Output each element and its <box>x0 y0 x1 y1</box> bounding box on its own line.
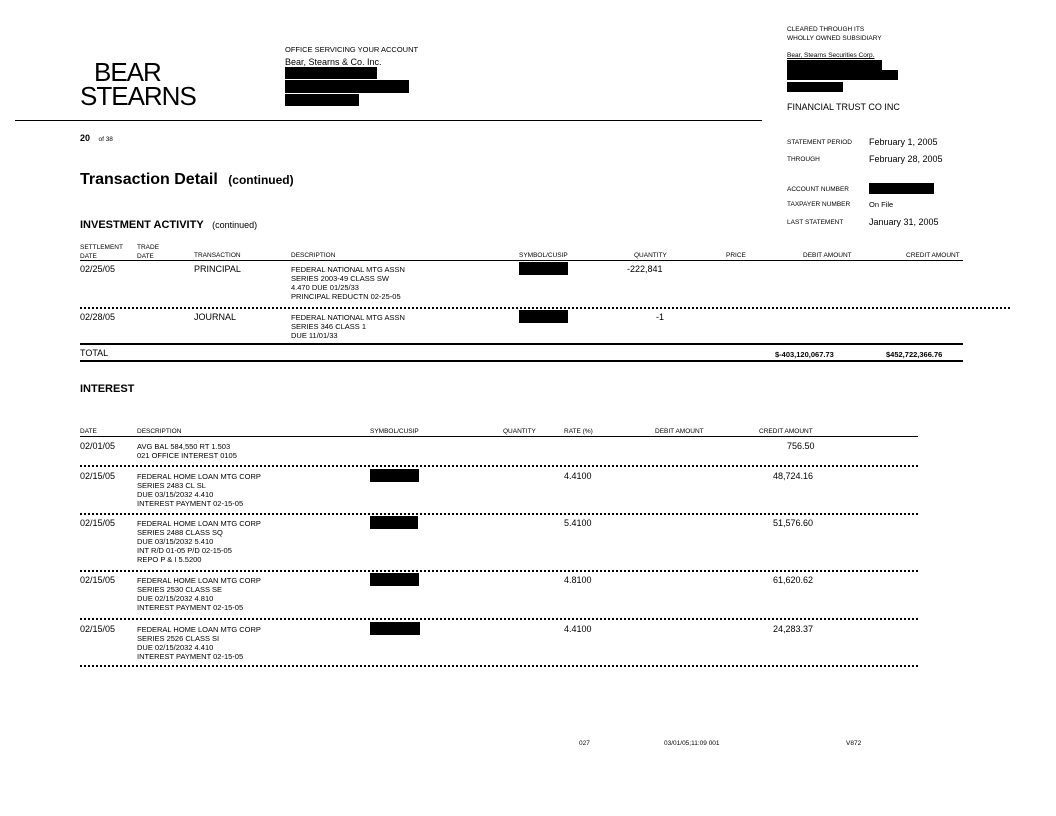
footer-code-2: V872 <box>846 740 862 747</box>
total-credit: $452,722,366.76 <box>886 350 943 359</box>
row-date: 02/15/05 <box>80 471 116 481</box>
desc-line: INT R/D 01-05 P/D 02-15-05 <box>137 546 232 555</box>
page-title-continued: (continued) <box>228 173 294 187</box>
desc-line: FEDERAL HOME LOAN MTG CORP <box>137 472 261 481</box>
desc-line: SERIES 2483 CL SL <box>137 481 206 490</box>
row-date: 02/15/05 <box>80 518 116 528</box>
desc-line: FEDERAL HOME LOAN MTG CORP <box>137 625 261 634</box>
desc-line: REPO P & I 5.5200 <box>137 555 202 564</box>
redacted-address-2 <box>285 80 409 93</box>
row-date: 02/25/05 <box>80 264 116 274</box>
through-value: February 28, 2005 <box>869 154 943 164</box>
desc-line: FEDERAL NATIONAL MTG ASSN <box>291 313 405 322</box>
desc-line: FEDERAL HOME LOAN MTG CORP <box>137 576 261 585</box>
footer-timestamp: 03/01/05;11:09 001 <box>664 740 720 747</box>
redacted-cusip <box>370 469 419 482</box>
desc-line: SERIES 2530 CLASS SE <box>137 585 223 594</box>
col-credit: CREDIT AMOUNT <box>906 252 960 259</box>
last-statement-value: January 31, 2005 <box>869 217 939 227</box>
row-separator <box>80 513 918 515</box>
desc-line: PRINCIPAL REDUCTN 02-25-05 <box>291 292 401 301</box>
row-separator <box>80 570 918 572</box>
row-description <box>137 442 237 460</box>
redacted-cleared-2 <box>787 70 898 80</box>
int-col-description: DESCRIPTION <box>137 428 182 435</box>
interest-heading: INTEREST <box>80 383 135 395</box>
desc-line: 021 OFFICE INTEREST 0105 <box>137 451 237 460</box>
desc-line: FEDERAL HOME LOAN MTG CORP <box>137 519 261 528</box>
trade-header-2: DATE <box>137 253 154 260</box>
investment-heading-text: INVESTMENT ACTIVITY <box>80 219 204 231</box>
desc-line: INTEREST PAYMENT 02-15-05 <box>137 652 244 661</box>
investment-header-rule <box>80 260 963 261</box>
row-credit: 48,724.16 <box>773 471 814 481</box>
redacted-cusip <box>370 573 419 586</box>
desc-line: INTEREST PAYMENT 02-15-05 <box>137 499 244 508</box>
last-statement-label: LAST STATEMENT <box>787 219 844 226</box>
row-transaction: JOURNAL <box>194 312 237 322</box>
cleared-line-2: WHOLLY OWNED SUBSIDIARY <box>787 35 882 42</box>
desc-line: DUE 02/15/2032 4.410 <box>137 643 214 652</box>
row-credit: 24,283.37 <box>773 624 814 634</box>
col-trade-date <box>137 243 159 261</box>
row-date: 02/15/05 <box>80 624 116 634</box>
cleared-line-1: CLEARED THROUGH ITS <box>787 26 865 33</box>
row-description <box>137 472 261 508</box>
redacted-cusip <box>519 262 568 275</box>
office-name: Bear, Stearns & Co. Inc. <box>285 57 382 67</box>
redacted-cusip <box>519 310 568 323</box>
page-title-main: Transaction Detail <box>80 171 218 188</box>
col-transaction: TRANSACTION <box>194 252 241 259</box>
redacted-address-3 <box>285 94 359 106</box>
desc-line: SERIES 2003-49 CLASS SW <box>291 274 389 283</box>
desc-line: DUE 03/15/2032 4.410 <box>137 490 214 499</box>
redacted-cusip <box>370 622 420 635</box>
office-label: OFFICE SERVICING YOUR ACCOUNT <box>285 45 419 54</box>
page-indicator <box>80 128 113 146</box>
taxpayer-value: On File <box>869 200 894 209</box>
int-col-quantity: QUANTITY <box>503 428 536 435</box>
col-symbol: SYMBOL/CUSIP <box>519 252 568 259</box>
row-rate: 5.4100 <box>564 518 592 528</box>
row-credit: 51,576.60 <box>773 518 814 528</box>
row-credit: 61,620.62 <box>773 575 814 585</box>
total-debit: $-403,120,067.73 <box>775 350 834 359</box>
redacted-cusip <box>370 516 418 529</box>
row-description <box>291 313 405 340</box>
row-credit: 756.50 <box>787 441 815 451</box>
page-title <box>80 171 294 189</box>
redacted-address-1 <box>285 67 377 79</box>
row-rate: 4.8100 <box>564 575 592 585</box>
settlement-header-2: DATE <box>80 253 97 260</box>
desc-line: INTEREST PAYMENT 02-15-05 <box>137 603 244 612</box>
statement-period-value: February 1, 2005 <box>869 137 938 147</box>
account-number-label: ACCOUNT NUMBER <box>787 186 849 193</box>
row-description <box>137 625 261 661</box>
row-date: 02/28/05 <box>80 312 116 322</box>
investment-heading-cont: (continued) <box>212 220 258 230</box>
cleared-name: Bear, Stearns Securities Corp. <box>787 52 875 59</box>
logo-line-2: STEARNS <box>80 81 196 111</box>
bear-stearns-logo <box>80 57 196 111</box>
col-quantity: QUANTITY <box>634 252 667 259</box>
desc-line: FEDERAL NATIONAL MTG ASSN <box>291 265 405 274</box>
settlement-header-1: SETTLEMENT <box>80 244 123 251</box>
investment-heading <box>80 215 257 233</box>
desc-line: SERIES 2488 CLASS SQ <box>137 528 223 537</box>
int-col-date: DATE <box>80 428 97 435</box>
desc-line: SERIES 2526 CLASS SI <box>137 634 220 643</box>
trade-header-1: TRADE <box>137 244 160 251</box>
row-rate: 4.4100 <box>564 624 592 634</box>
col-description: DESCRIPTION <box>291 252 336 259</box>
desc-line: DUE 03/15/2032 5.410 <box>137 537 214 546</box>
client-name: FINANCIAL TRUST CO INC <box>787 102 900 112</box>
taxpayer-label: TAXPAYER NUMBER <box>787 201 851 208</box>
row-description <box>291 265 405 301</box>
statement-period-label: STATEMENT PERIOD <box>787 139 853 146</box>
row-quantity: -1 <box>656 312 665 322</box>
col-settlement-date <box>80 243 123 261</box>
total-bottom-rule <box>80 360 963 362</box>
row-rate: 4.4100 <box>564 471 592 481</box>
row-separator <box>80 307 1010 309</box>
desc-line: SERIES 346 CLASS 1 <box>291 322 367 331</box>
page-number: 20 <box>80 133 91 143</box>
row-separator <box>80 465 918 467</box>
desc-line: AVG BAL 584,550 RT 1.503 <box>137 442 231 451</box>
row-separator <box>80 618 918 620</box>
redacted-account-number <box>869 183 934 194</box>
desc-line: DUE 02/15/2032 4.810 <box>137 594 214 603</box>
row-quantity: -222,841 <box>627 264 663 274</box>
desc-line: 4.470 DUE 01/25/33 <box>291 283 359 292</box>
row-transaction: PRINCIPAL <box>194 264 241 274</box>
col-price: PRICE <box>726 252 746 259</box>
through-label: THROUGH <box>787 156 820 163</box>
redacted-cleared-3 <box>787 82 843 92</box>
page-of: of 38 <box>98 136 113 143</box>
int-col-symbol: SYMBOL/CUSIP <box>370 428 419 435</box>
footer-code-1: 027 <box>579 740 590 747</box>
row-separator <box>80 665 918 667</box>
total-top-rule <box>80 343 963 345</box>
row-description <box>137 519 261 564</box>
row-date: 02/15/05 <box>80 575 116 585</box>
int-col-credit: CREDIT AMOUNT <box>759 428 813 435</box>
desc-line: DUE 11/01/33 <box>291 331 338 340</box>
int-col-rate: RATE (%) <box>564 428 593 435</box>
interest-header-rule <box>80 436 918 437</box>
col-debit: DEBIT AMOUNT <box>803 252 852 259</box>
header-rule <box>15 120 762 121</box>
logo-line-1: BEAR <box>94 57 161 87</box>
row-date: 02/01/05 <box>80 441 116 451</box>
total-label: TOTAL <box>80 348 109 358</box>
int-col-debit: DEBIT AMOUNT <box>655 428 704 435</box>
row-description <box>137 576 261 612</box>
redacted-cleared-1 <box>787 60 882 70</box>
